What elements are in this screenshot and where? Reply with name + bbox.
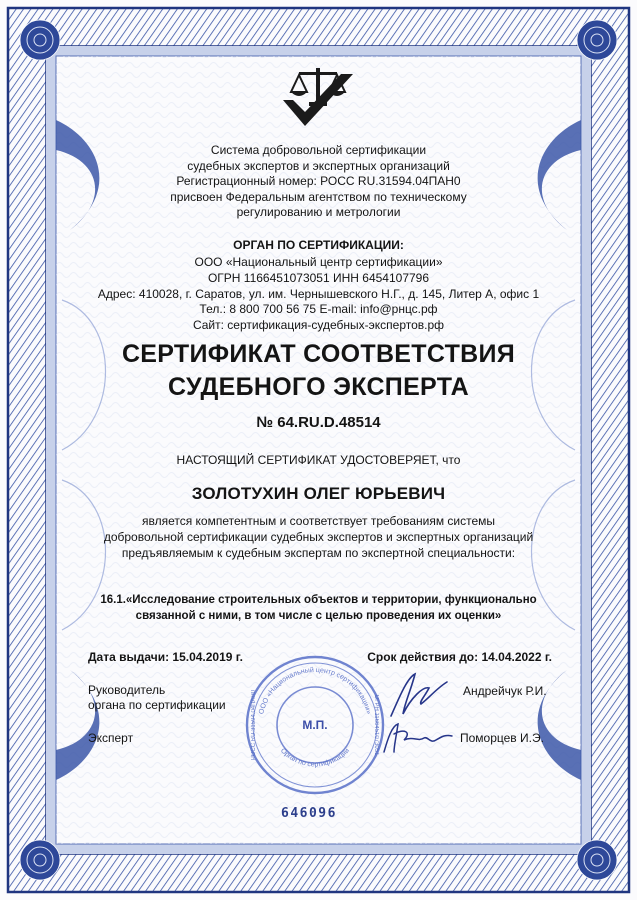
title-line-2: СУДЕБНОГО ЭКСПЕРТА — [167, 373, 470, 401]
cert-body-line: ОГРН 1166451073051 ИНН 6454107796 — [207, 270, 430, 285]
title-line-1: СЕРТИФИКАТ СООТВЕТСТВИЯ — [121, 340, 516, 368]
valid-until-date: Срок действия до: 14.04.2022 г. — [367, 650, 552, 664]
certificate-title — [60, 338, 577, 404]
expert-signature-label: Эксперт — [88, 731, 134, 745]
competence-statement — [60, 514, 577, 561]
competence-line: предъявляемым к судебным экспертам по экспертной специальности: — [121, 545, 516, 560]
cert-body-line: Тел.: 8 800 700 56 75 E-mail: info@рнцс.рф — [199, 302, 438, 317]
seal-ring-right-text: ОГРН 1166451073051 — [373, 694, 379, 756]
svg-text:Орган по сертификации — [279, 747, 351, 768]
issuer-block — [60, 143, 577, 221]
specialty-description — [70, 592, 567, 624]
issuer-line: Регистрационный номер: РОСС RU.31594.04ПАН0 — [176, 174, 461, 188]
cert-body-heading: ОРГАН ПО СЕРТИФИКАЦИИ: — [233, 238, 404, 252]
issuer-line: присвоен Федеральным агентством по техническому — [170, 189, 467, 204]
issuer-line: регулированию и метрологии — [236, 205, 401, 219]
svg-text:ООО «Национальный центр сертиф — [258, 666, 372, 715]
expert-signature-icon — [378, 720, 458, 760]
holder-name: ЗОЛОТУХИН ОЛЕГ ЮРЬЕВИЧ — [191, 484, 446, 503]
competence-line: является компетентным и соответствует требованиям системы — [141, 514, 496, 528]
seal-ring-left-text: РОСС RU.31594.04ПАН0 — [251, 689, 257, 761]
cert-body-line: Сайт: сертификация-судебных-экспертов.рф — [192, 318, 445, 333]
head-signature-label — [88, 683, 226, 713]
seal-center-text: М.П. — [302, 718, 328, 732]
cert-body-details — [60, 255, 577, 334]
head-signatory-name: Андрейчук Р.И. — [463, 684, 547, 698]
seal-ring-bottom-text: Орган по сертификации — [278, 747, 352, 769]
cert-body-line: ООО «Национальный центр сертификации» — [194, 255, 443, 269]
head-label-line-2: органа по сертификации — [88, 698, 226, 712]
issuer-line: Система добровольной сертификации — [210, 143, 427, 157]
head-label-line-1: Руководитель — [88, 683, 166, 697]
expert-signatory-name: Поморцев И.Э. — [460, 731, 544, 745]
round-seal-stamp — [240, 650, 390, 800]
issuer-line: судебных экспертов и экспертных организаций — [187, 158, 450, 173]
issue-date: Дата выдачи: 15.04.2019 г. — [88, 650, 243, 664]
certificate-number: № 64.RU.D.48514 — [256, 414, 381, 431]
specialty-line-1: 16.1.«Исследование строительных объектов и территории, функционально — [100, 594, 537, 606]
specialty-line-2: связанной с ними, в том числе с целью проведения их оценки» — [135, 610, 502, 622]
head-signature-icon — [385, 668, 455, 723]
cert-body-line: Адрес: 410028, г. Саратов, ул. им. Чернышевского Н.Г., д. 145, Литер А, офис 1 — [97, 286, 540, 301]
attests-statement: НАСТОЯЩИЙ СЕРТИФИКАТ УДОСТОВЕРЯЕТ, что — [176, 453, 461, 467]
serial-number: 646096 — [281, 806, 337, 821]
competence-line: добровольной сертификации судебных экспертов и экспертных организаций — [103, 529, 534, 544]
seal-ring-top-text: ООО «Национальный центр сертификации» — [258, 666, 372, 715]
